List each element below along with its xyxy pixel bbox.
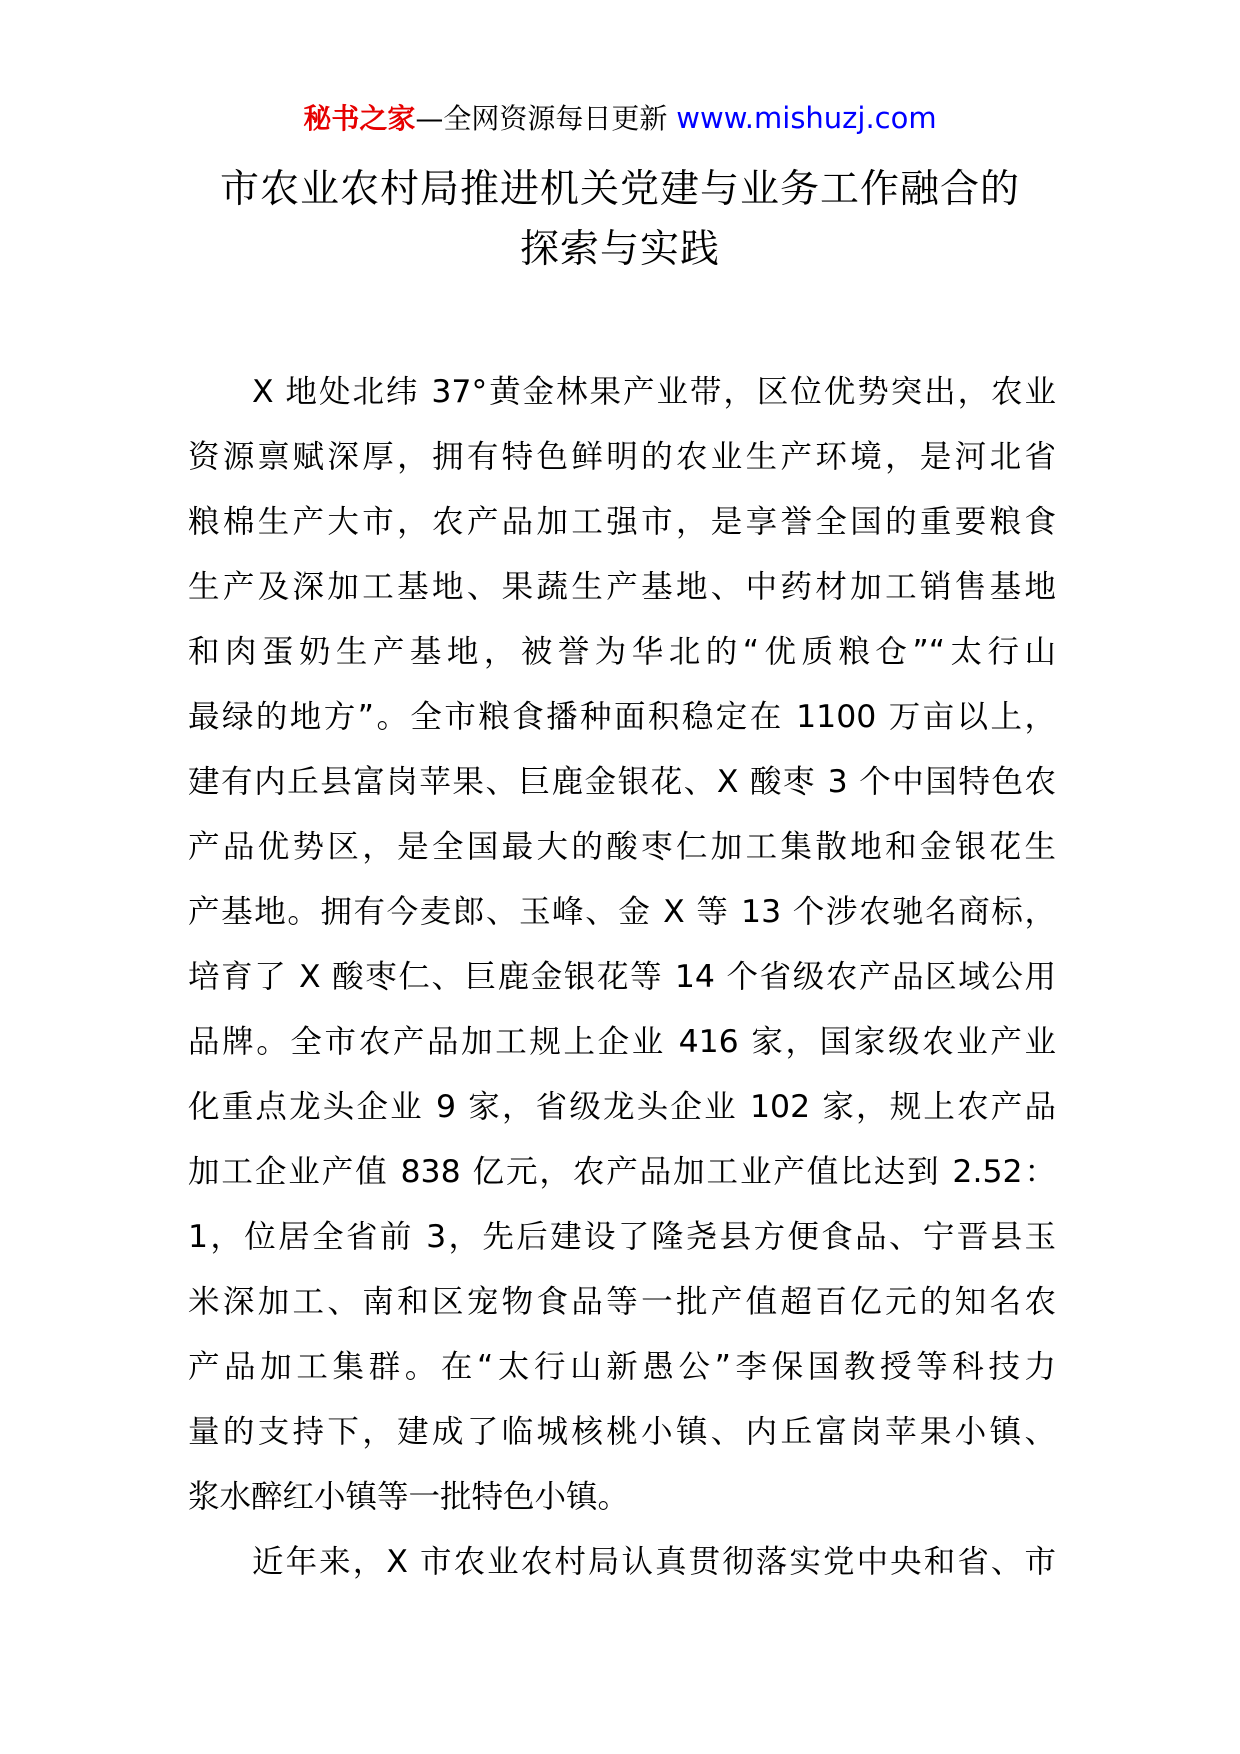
text-line: 产品优势区，是全国最大的酸枣仁加工集散地和金银花生 xyxy=(188,829,1056,865)
text-line: 加工企业产值 838 亿元，农产品加工业产值比达到 2.52： xyxy=(188,1154,1056,1190)
title-line: 探索与实践 xyxy=(519,227,720,272)
text-line: 浆水醉红小镇等一批特色小镇。 xyxy=(188,1479,630,1515)
text-line: 培育了 X 酸枣仁、巨鹿金银花等 14 个省级农产品区域公用 xyxy=(188,959,1056,995)
text-line: 品牌。全市农产品加工规上企业 416 家，国家级农业产业 xyxy=(188,1024,1056,1060)
text-line: 生产及深加工基地、果蔬生产基地、中药材加工销售基地 xyxy=(188,569,1056,605)
text-line: 1，位居全省前 3，先后建设了隆尧县方便食品、宁晋县玉 xyxy=(188,1219,1056,1255)
text-line: 最绿的地方”。全市粮食播种面积稳定在 1100 万亩以上， xyxy=(188,699,1056,735)
text-line: 粮棉生产大市，农产品加工强市，是享誉全国的重要粮食 xyxy=(188,504,1056,540)
title-line: 市农业农村局推进机关党建与业务工作融合的 xyxy=(219,167,1020,212)
text-line: 化重点龙头企业 9 家，省级龙头企业 102 家，规上农产品 xyxy=(188,1089,1056,1125)
text-line: 和肉蛋奶生产基地，被誉为华北的“优质粮仓”“太行山 xyxy=(188,634,1056,670)
document-body xyxy=(188,360,1056,1595)
site-tagline: —全网资源每日更新 xyxy=(415,102,668,135)
text-line: X 地处北纬 37°黄金林果产业带，区位优势突出，农业 xyxy=(252,374,1056,410)
text-line: 近年来，X 市农业农村局认真贯彻落实党中央和省、市 xyxy=(252,1544,1056,1580)
paragraph-1 xyxy=(188,360,1056,1530)
site-header xyxy=(0,98,1240,139)
text-line: 量的支持下，建成了临城核桃小镇、内丘富岗苹果小镇、 xyxy=(188,1414,1056,1450)
text-line: 建有内丘县富岗苹果、巨鹿金银花、X 酸枣 3 个中国特色农 xyxy=(188,764,1056,800)
text-line: 产品加工集群。在“太行山新愚公”李保国教授等科技力 xyxy=(188,1349,1056,1385)
text-line: 产基地。拥有今麦郎、玉峰、金 X 等 13 个涉农驰名商标， xyxy=(188,894,1056,930)
brand-name: 秘书之家 xyxy=(303,102,416,135)
text-line: 米深加工、南和区宠物食品等一批产值超百亿元的知名农 xyxy=(188,1284,1056,1320)
text-line: 资源禀赋深厚，拥有特色鲜明的农业生产环境，是河北省 xyxy=(188,439,1056,475)
document-title xyxy=(150,160,1090,280)
site-url-link[interactable]: www.mishuzj.com xyxy=(676,101,937,135)
paragraph-2 xyxy=(188,1530,1056,1595)
